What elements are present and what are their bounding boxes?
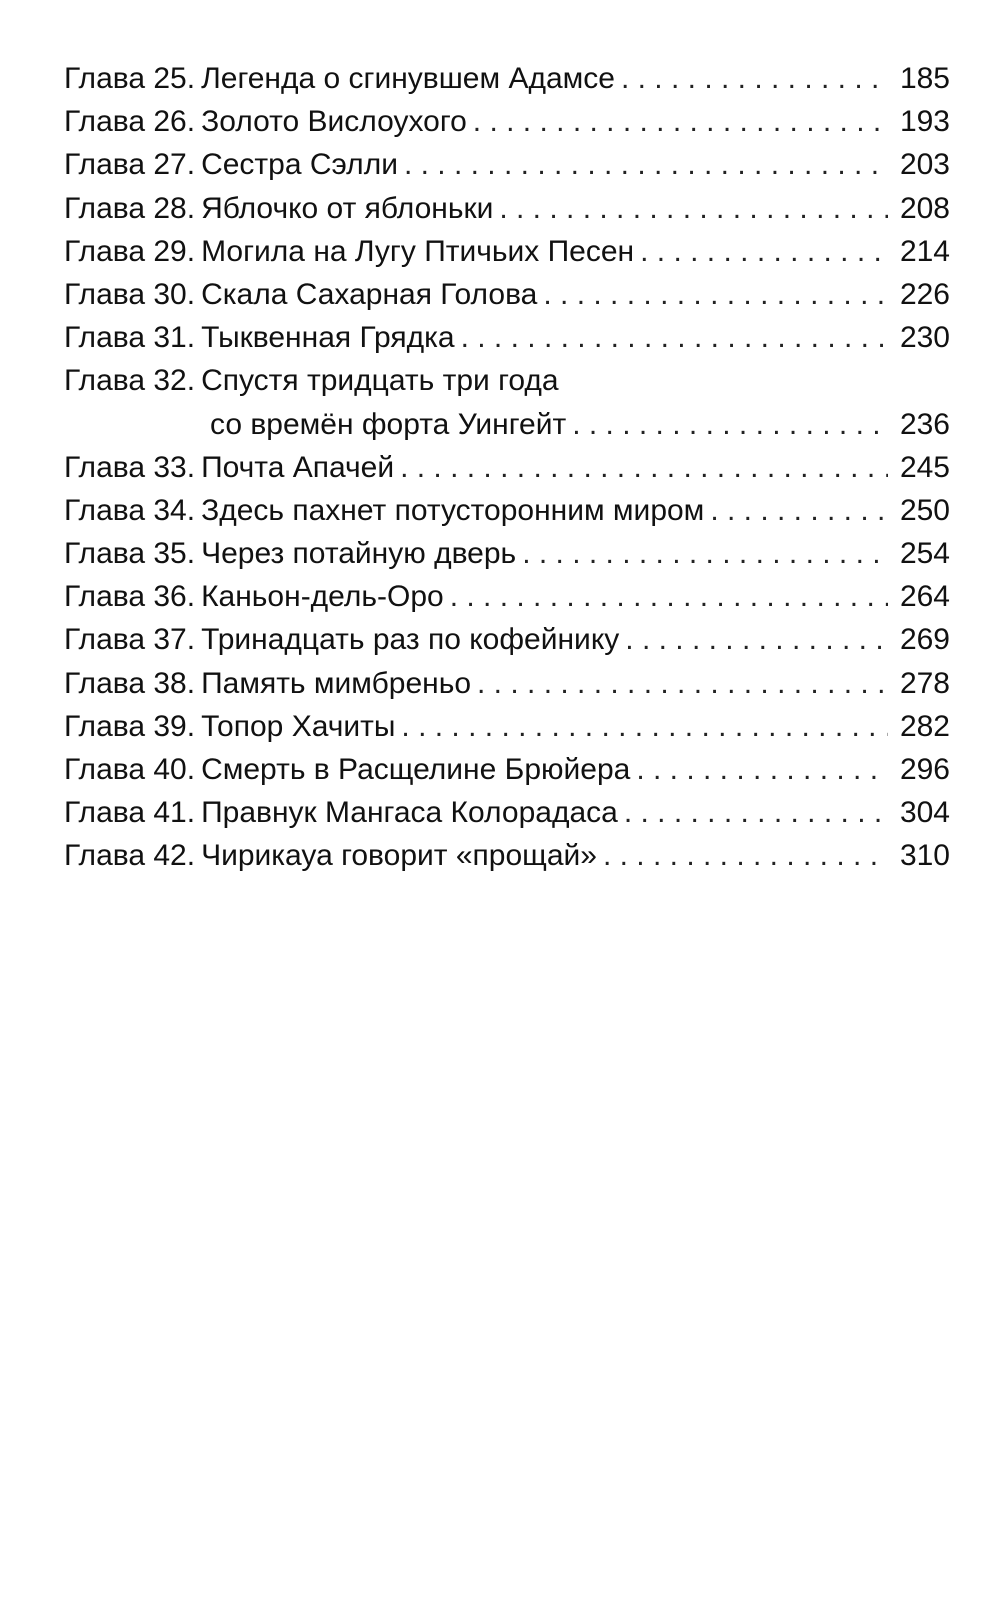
chapter-title: Чирикауа говорит «прощай» xyxy=(201,839,597,873)
chapter-title: Легенда о сгинувшем Адамсе xyxy=(201,62,615,95)
chapter-title-continuation: со времён форта Уингейт xyxy=(210,407,567,441)
chapter-number: Глава 34. xyxy=(64,493,196,527)
chapter-title: Спустя тридцать три года xyxy=(201,364,559,398)
chapter-number: Глава 42. xyxy=(64,839,196,873)
chapter-number: Глава 31. xyxy=(64,321,196,355)
chapter-title: Могила на Лугу Птичьих Песен xyxy=(201,234,635,268)
dot-leader xyxy=(461,316,888,359)
chapter-title: Смерть в Расщелине Брюйера xyxy=(201,753,631,786)
dot-leader xyxy=(477,662,888,705)
page-number: 278 xyxy=(899,666,950,700)
toc-entry-37[interactable] xyxy=(64,618,950,661)
chapter-number: Глава 38. xyxy=(64,666,196,700)
page-number: 193 xyxy=(899,105,950,139)
chapter-title: Правнук Мангаса Колорадаса xyxy=(201,796,618,830)
chapter-title: Почта Апачей xyxy=(201,450,395,484)
page-number: 214 xyxy=(899,234,950,268)
dot-leader xyxy=(603,834,888,877)
chapter-title: Яблочко от яблоньки xyxy=(201,191,494,225)
chapter-title: Сестра Сэлли xyxy=(201,148,398,182)
dot-leader xyxy=(522,532,888,575)
page-number: 254 xyxy=(899,537,950,571)
page-number: 264 xyxy=(899,580,950,614)
toc-entry-36[interactable] xyxy=(64,575,950,618)
chapter-title: Тринадцать раз по кофейнику xyxy=(201,623,620,657)
dot-leader xyxy=(625,618,888,661)
table-of-contents xyxy=(64,57,950,878)
dot-leader xyxy=(640,230,888,273)
dot-leader xyxy=(404,143,888,186)
page-number: 269 xyxy=(899,623,950,657)
toc-entry-27[interactable] xyxy=(64,143,950,186)
chapter-number: Глава 35. xyxy=(64,537,196,571)
dot-leader xyxy=(710,489,888,532)
chapter-number: Глава 33. xyxy=(64,450,196,484)
toc-entry-30[interactable] xyxy=(64,273,950,316)
toc-entry-42[interactable] xyxy=(64,834,950,877)
chapter-title: Скала Сахарная Голова xyxy=(201,277,538,311)
chapter-number: Глава 26. xyxy=(64,105,196,139)
toc-entry-29[interactable] xyxy=(64,230,950,273)
chapter-number: Глава 25. xyxy=(64,62,196,95)
toc-entry-40[interactable] xyxy=(64,748,950,791)
toc-entry-28[interactable] xyxy=(64,187,950,230)
page-number: 203 xyxy=(899,148,950,182)
chapter-title: Память мимбреньо xyxy=(201,666,472,700)
dot-leader xyxy=(621,57,888,100)
toc-entry-32-continuation[interactable] xyxy=(64,403,950,446)
chapter-title: Каньон-дель-Оро xyxy=(201,580,444,614)
toc-entry-31[interactable] xyxy=(64,316,950,359)
dot-leader xyxy=(400,446,888,489)
page-number: 230 xyxy=(899,321,950,355)
page-number: 304 xyxy=(899,796,950,830)
page-number: 250 xyxy=(899,493,950,527)
page-number: 185 xyxy=(899,62,950,95)
chapter-number: Глава 41. xyxy=(64,796,196,830)
toc-entry-35[interactable] xyxy=(64,532,950,575)
chapter-number: Глава 32. xyxy=(64,364,196,398)
dot-leader xyxy=(543,273,888,316)
toc-entry-38[interactable] xyxy=(64,662,950,705)
toc-entry-41[interactable] xyxy=(64,791,950,834)
page-number: 310 xyxy=(899,839,950,873)
chapter-title: Тыквенная Грядка xyxy=(201,321,455,355)
toc-entry-34[interactable] xyxy=(64,489,950,532)
page-number: 236 xyxy=(899,407,950,441)
chapter-number: Глава 36. xyxy=(64,580,196,614)
dot-leader xyxy=(450,575,888,618)
page-number: 245 xyxy=(899,450,950,484)
page-number: 226 xyxy=(899,277,950,311)
dot-leader xyxy=(401,705,888,748)
chapter-number: Глава 28. xyxy=(64,191,196,225)
chapter-title: Топор Хачиты xyxy=(201,709,396,743)
chapter-title: Через потайную дверь xyxy=(201,537,517,571)
chapter-title: Золото Вислоухого xyxy=(201,105,467,139)
toc-entry-39[interactable] xyxy=(64,705,950,748)
dot-leader xyxy=(636,748,888,791)
chapter-number: Глава 30. xyxy=(64,277,196,311)
toc-entry-33[interactable] xyxy=(64,446,950,489)
chapter-number: Глава 29. xyxy=(64,234,196,268)
chapter-number: Глава 37. xyxy=(64,623,196,657)
dot-leader xyxy=(624,791,888,834)
page-number: 208 xyxy=(899,191,950,225)
chapter-number: Глава 39. xyxy=(64,709,196,743)
chapter-title: Здесь пахнет потусторонним миром xyxy=(201,493,705,527)
dot-leader xyxy=(473,100,888,143)
dot-leader xyxy=(499,187,888,230)
page-number: 282 xyxy=(899,709,950,743)
toc-entry-32[interactable] xyxy=(64,359,950,402)
chapter-number: Глава 40. xyxy=(64,753,196,786)
toc-entry-26[interactable] xyxy=(64,100,950,143)
page-number: 296 xyxy=(899,753,950,786)
chapter-number: Глава 27. xyxy=(64,148,196,182)
toc-entry-25[interactable] xyxy=(64,57,950,100)
dot-leader xyxy=(572,403,888,446)
